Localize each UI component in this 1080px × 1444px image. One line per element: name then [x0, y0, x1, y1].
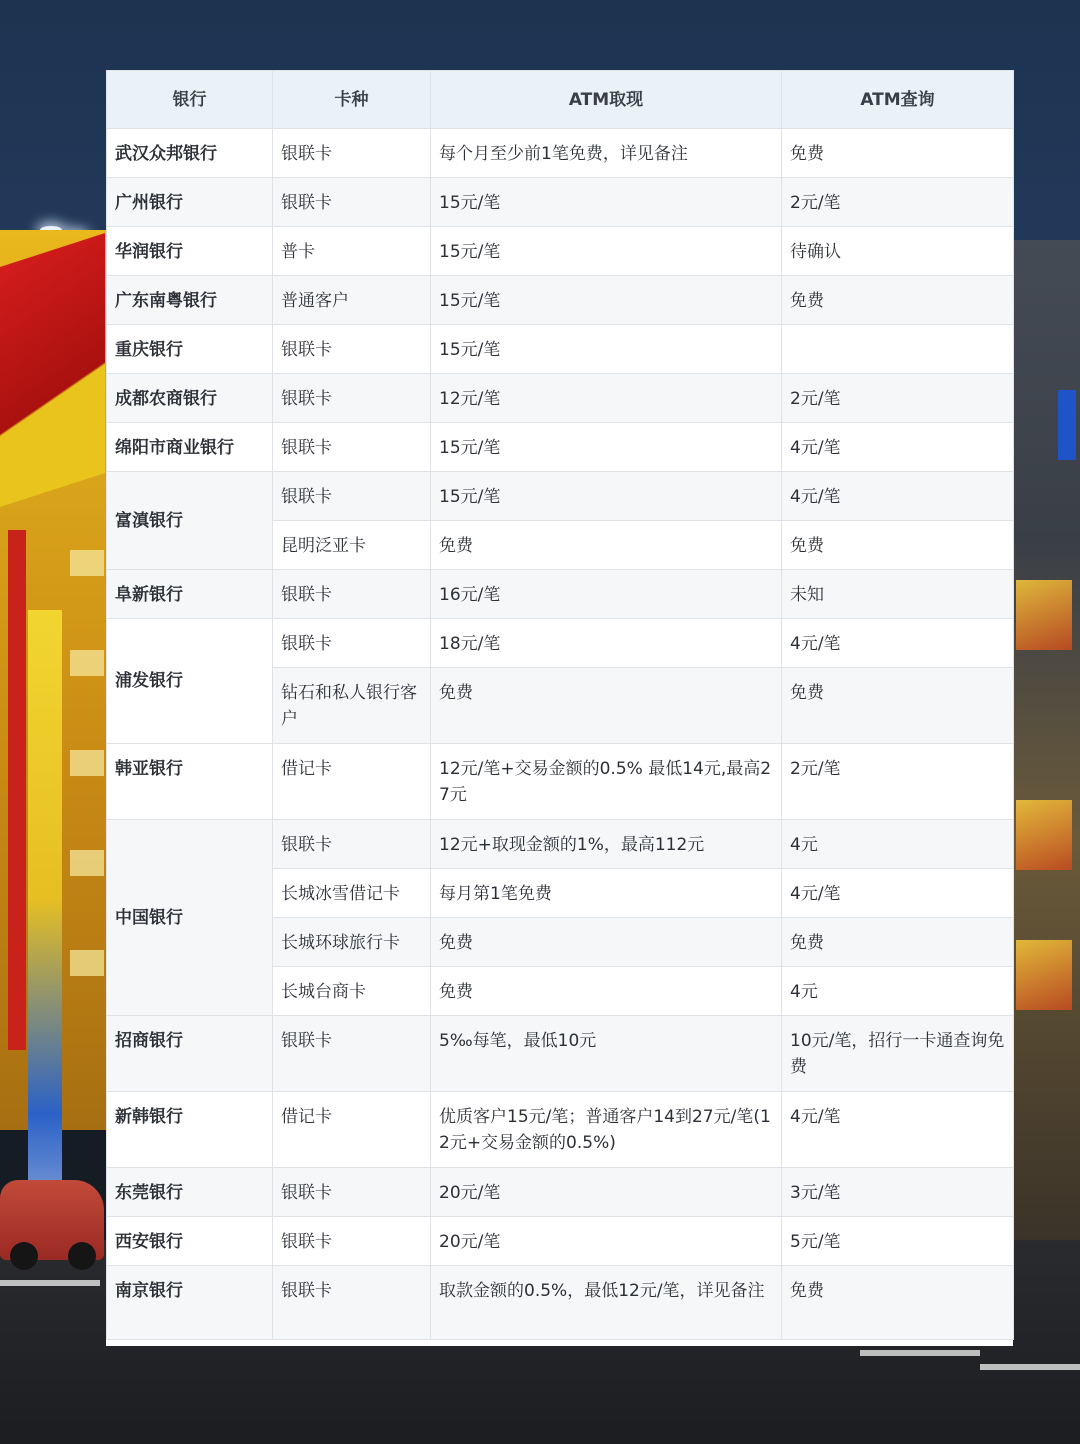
card-cell: 银联卡: [273, 423, 431, 472]
table-row: [107, 423, 1014, 472]
bank-cell: 韩亚银行: [107, 744, 273, 820]
query-cell: 2元/笔: [782, 744, 1014, 820]
withdraw-cell: 12元/笔+交易金额的0.5% 最低14元,最高27元: [431, 744, 782, 820]
bank-cell: 绵阳市商业银行: [107, 423, 273, 472]
table-header-row: [107, 71, 1014, 129]
query-cell: 免费: [782, 276, 1014, 325]
query-cell: 3元/笔: [782, 1168, 1014, 1217]
card-cell: 银联卡: [273, 1168, 431, 1217]
query-cell: 4元/笔: [782, 619, 1014, 668]
withdraw-cell: 12元+取现金额的1%，最高112元: [431, 820, 782, 869]
withdraw-cell: 20元/笔: [431, 1168, 782, 1217]
bank-cell: 南京银行: [107, 1266, 273, 1340]
bank-cell: 阜新银行: [107, 570, 273, 619]
table-row: [107, 820, 1014, 869]
query-cell: 未知: [782, 570, 1014, 619]
table-row: [107, 472, 1014, 521]
fee-table-card: [106, 70, 1013, 1346]
bank-cell: 中国银行: [107, 820, 273, 1016]
query-cell: 4元/笔: [782, 869, 1014, 918]
table-row: [107, 1217, 1014, 1266]
bank-cell: 广州银行: [107, 178, 273, 227]
withdraw-cell: 15元/笔: [431, 178, 782, 227]
withdraw-cell: 免费: [431, 521, 782, 570]
query-cell: 10元/笔，招行一卡通查询免费: [782, 1016, 1014, 1092]
card-cell: 普通客户: [273, 276, 431, 325]
withdraw-cell: 15元/笔: [431, 276, 782, 325]
bank-cell: 武汉众邦银行: [107, 129, 273, 178]
withdraw-cell: 每月第1笔免费: [431, 869, 782, 918]
card-cell: 银联卡: [273, 1217, 431, 1266]
card-cell: 借记卡: [273, 744, 431, 820]
header-card-type: 卡种: [273, 71, 431, 129]
card-cell: 银联卡: [273, 820, 431, 869]
withdraw-cell: 免费: [431, 668, 782, 744]
card-cell: 银联卡: [273, 570, 431, 619]
withdraw-cell: 免费: [431, 967, 782, 1016]
query-cell: 免费: [782, 1266, 1014, 1340]
bank-cell: 东莞银行: [107, 1168, 273, 1217]
withdraw-cell: 16元/笔: [431, 570, 782, 619]
card-cell: 银联卡: [273, 178, 431, 227]
table-row: [107, 570, 1014, 619]
withdraw-cell: 取款金额的0.5%，最低12元/笔，详见备注: [431, 1266, 782, 1340]
query-cell: 免费: [782, 521, 1014, 570]
withdraw-cell: 优质客户15元/笔；普通客户14到27元/笔(12元+交易金额的0.5%): [431, 1092, 782, 1168]
bank-cell: 富滇银行: [107, 472, 273, 570]
query-cell: 待确认: [782, 227, 1014, 276]
withdraw-cell: 15元/笔: [431, 325, 782, 374]
card-cell: 银联卡: [273, 1016, 431, 1092]
query-cell: 2元/笔: [782, 178, 1014, 227]
bank-cell: 广东南粤银行: [107, 276, 273, 325]
card-cell: 普卡: [273, 227, 431, 276]
card-cell: 银联卡: [273, 472, 431, 521]
card-cell: 银联卡: [273, 1266, 431, 1340]
query-cell: 免费: [782, 129, 1014, 178]
table-row: [107, 129, 1014, 178]
withdraw-cell: 15元/笔: [431, 423, 782, 472]
card-cell: 银联卡: [273, 325, 431, 374]
withdraw-cell: 20元/笔: [431, 1217, 782, 1266]
header-bank: 银行: [107, 71, 273, 129]
table-row: [107, 227, 1014, 276]
query-cell: 2元/笔: [782, 374, 1014, 423]
withdraw-cell: 15元/笔: [431, 472, 782, 521]
header-atm-query: ATM查询: [782, 71, 1014, 129]
card-cell: 长城冰雪借记卡: [273, 869, 431, 918]
card-cell: 银联卡: [273, 129, 431, 178]
withdraw-cell: 免费: [431, 918, 782, 967]
table-row: [107, 178, 1014, 227]
withdraw-cell: 12元/笔: [431, 374, 782, 423]
table-row: [107, 744, 1014, 820]
query-cell: [782, 325, 1014, 374]
table-row: [107, 1266, 1014, 1340]
query-cell: 4元/笔: [782, 472, 1014, 521]
withdraw-cell: 18元/笔: [431, 619, 782, 668]
card-cell: 长城台商卡: [273, 967, 431, 1016]
card-cell: 昆明泛亚卡: [273, 521, 431, 570]
header-atm-withdraw: ATM取现: [431, 71, 782, 129]
bank-cell: 新韩银行: [107, 1092, 273, 1168]
table-row: [107, 1016, 1014, 1092]
atm-fee-table: [106, 70, 1014, 1340]
bank-cell: 重庆银行: [107, 325, 273, 374]
query-cell: 4元: [782, 820, 1014, 869]
card-cell: 钻石和私人银行客户: [273, 668, 431, 744]
withdraw-cell: 每个月至少前1笔免费，详见备注: [431, 129, 782, 178]
bank-cell: 西安银行: [107, 1217, 273, 1266]
card-cell: 银联卡: [273, 374, 431, 423]
query-cell: 4元/笔: [782, 423, 1014, 472]
withdraw-cell: 15元/笔: [431, 227, 782, 276]
card-cell: 长城环球旅行卡: [273, 918, 431, 967]
card-cell: 借记卡: [273, 1092, 431, 1168]
table-row: [107, 1168, 1014, 1217]
table-row: [107, 1092, 1014, 1168]
bank-cell: 华润银行: [107, 227, 273, 276]
query-cell: 4元: [782, 967, 1014, 1016]
table-row: [107, 619, 1014, 668]
bank-cell: 招商银行: [107, 1016, 273, 1092]
withdraw-cell: 5‰每笔，最低10元: [431, 1016, 782, 1092]
bank-cell: 成都农商银行: [107, 374, 273, 423]
table-row: [107, 325, 1014, 374]
query-cell: 5元/笔: [782, 1217, 1014, 1266]
query-cell: 免费: [782, 668, 1014, 744]
table-row: [107, 276, 1014, 325]
query-cell: 免费: [782, 918, 1014, 967]
table-row: [107, 374, 1014, 423]
bank-cell: 浦发银行: [107, 619, 273, 744]
card-cell: 银联卡: [273, 619, 431, 668]
query-cell: 4元/笔: [782, 1092, 1014, 1168]
